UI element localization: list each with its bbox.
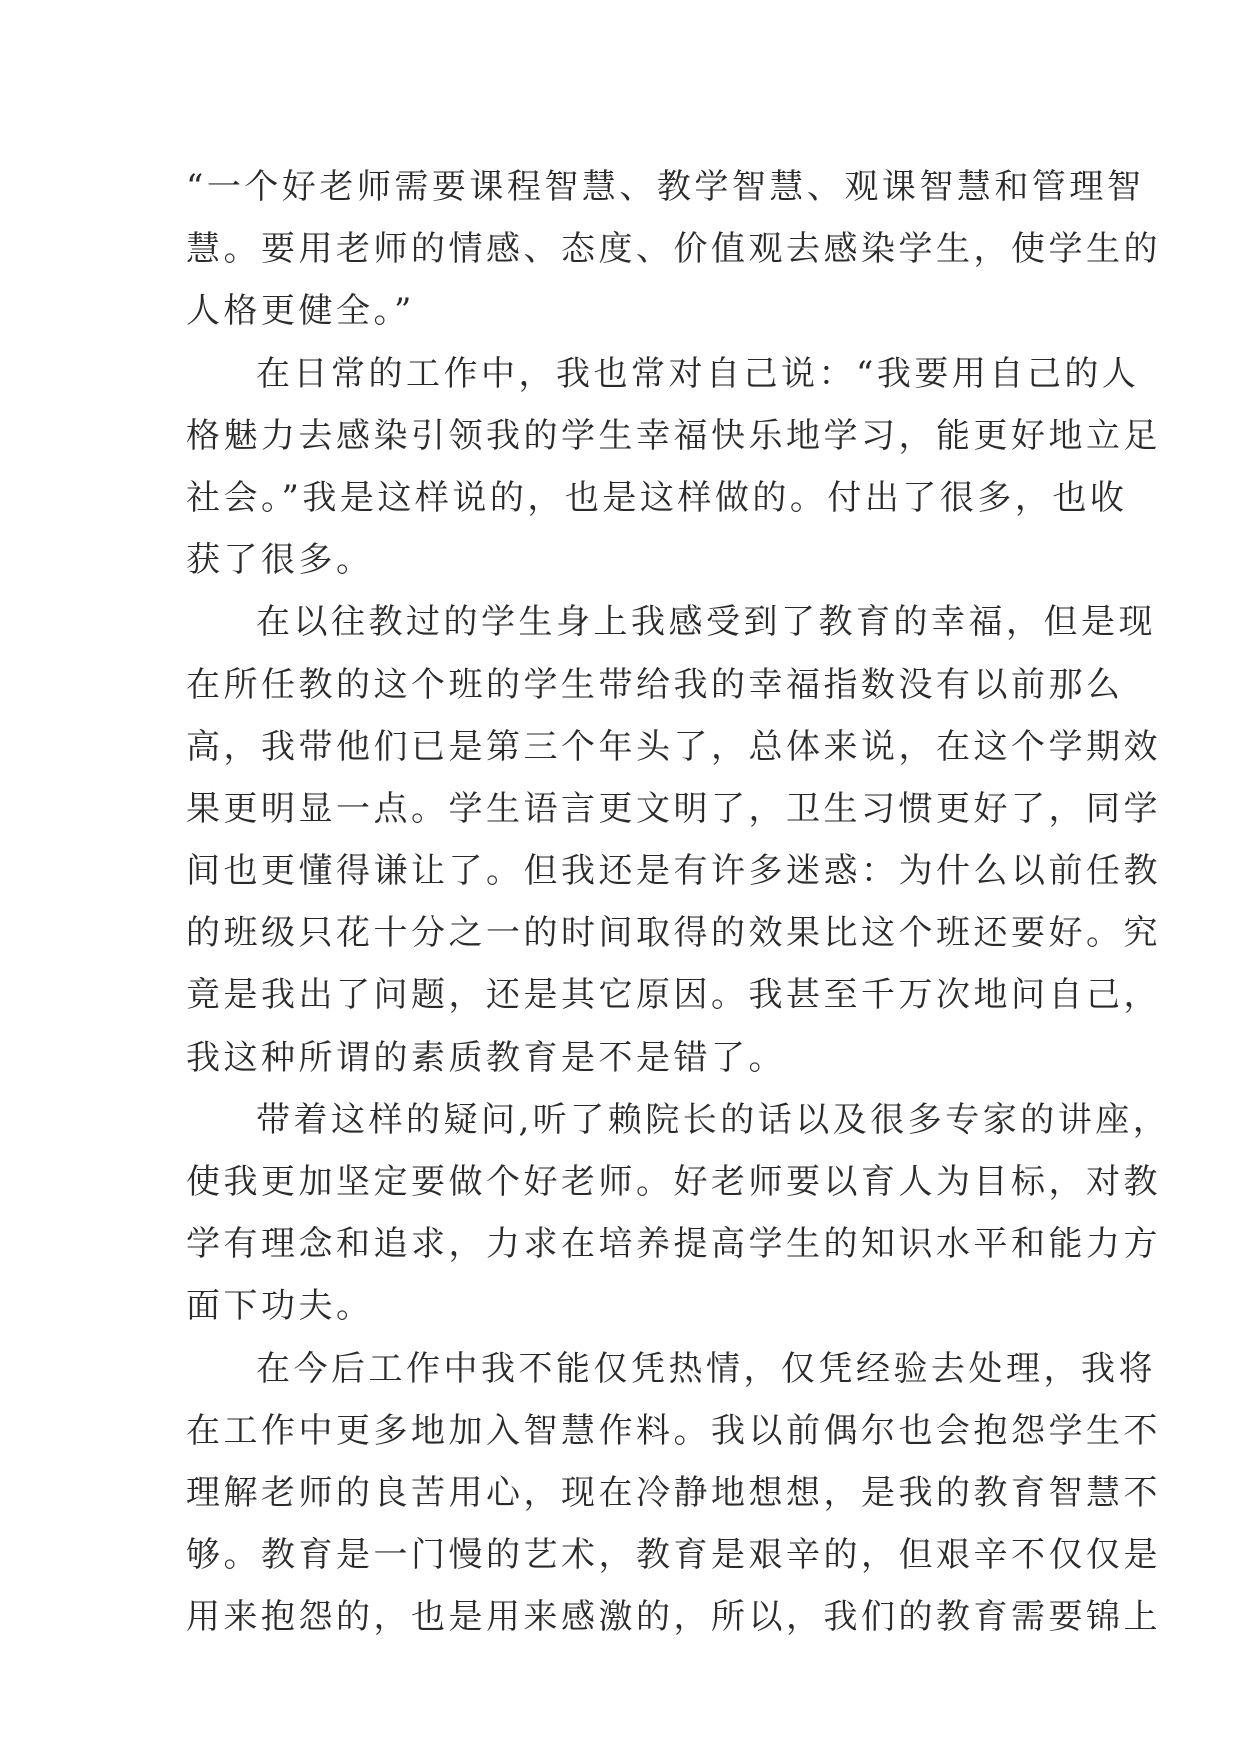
text-line: 学有理念和追求，力求在培养提高学生的知识水平和能力方: [186, 1224, 1161, 1265]
paragraph-first-line: 在日常的工作中，我也常对自己说：“我要用自己的人: [256, 353, 1140, 394]
paragraph-first-line: 带着这样的疑问,听了赖院长的话以及很多专家的讲座，: [256, 1099, 1171, 1140]
text-line: 够。教育是一门慢的艺术，教育是艰辛的，但艰辛不仅仅是: [186, 1535, 1161, 1576]
text-line: 理解老师的良苦用心，现在冷静地想想，是我的教育智慧不: [186, 1472, 1161, 1513]
text-line: 获了很多。: [186, 540, 374, 581]
text-line: 慧。要用老师的情感、态度、价值观去感染学生，使学生的: [186, 229, 1161, 270]
text-line: 人格更健全。”: [186, 291, 415, 332]
text-line: 格魅力去感染引领我的学生幸福快乐地学习，能更好地立足: [186, 415, 1161, 456]
text-line: 竟是我出了问题，还是其它原因。我甚至千万次地问自己，: [186, 975, 1161, 1016]
text-line: 社会。”我是这样说的，也是这样做的。付出了很多，也收: [186, 477, 1128, 518]
text-line: 高，我带他们已是第三个年头了，总体来说，在这个学期效: [186, 726, 1161, 767]
text-line: 我这种所谓的素质教育是不是错了。: [186, 1037, 786, 1078]
text-line: 的班级只花十分之一的时间取得的效果比这个班还要好。究: [186, 913, 1161, 954]
text-line: 在工作中更多地加入智慧作料。我以前偶尔也会抱怨学生不: [186, 1410, 1161, 1451]
text-line: 面下功夫。: [186, 1286, 374, 1327]
text-line: 在所任教的这个班的学生带给我的幸福指数没有以前那么: [186, 664, 1124, 705]
text-line: 使我更加坚定要做个好老师。好老师要以育人为目标，对教: [186, 1162, 1161, 1202]
text-line: 用来抱怨的，也是用来感激的，所以，我们的教育需要锦上: [186, 1597, 1161, 1638]
text-line: 果更明显一点。学生语言更文明了，卫生习惯更好了，同学: [186, 788, 1161, 829]
paragraph-first-line: 在今后工作中我不能仅凭热情，仅凭经验去处理，我将: [256, 1348, 1156, 1389]
text-line: “一个好老师需要课程智慧、教学智慧、观课智慧和管理智: [186, 167, 1145, 207]
text-line: 间也更懂得谦让了。但我还是有许多迷惑：为什么以前任教: [186, 851, 1161, 892]
body-text: [186, 156, 1171, 1649]
paragraph-first-line: 在以往教过的学生身上我感受到了教育的幸福，但是现: [256, 602, 1156, 643]
